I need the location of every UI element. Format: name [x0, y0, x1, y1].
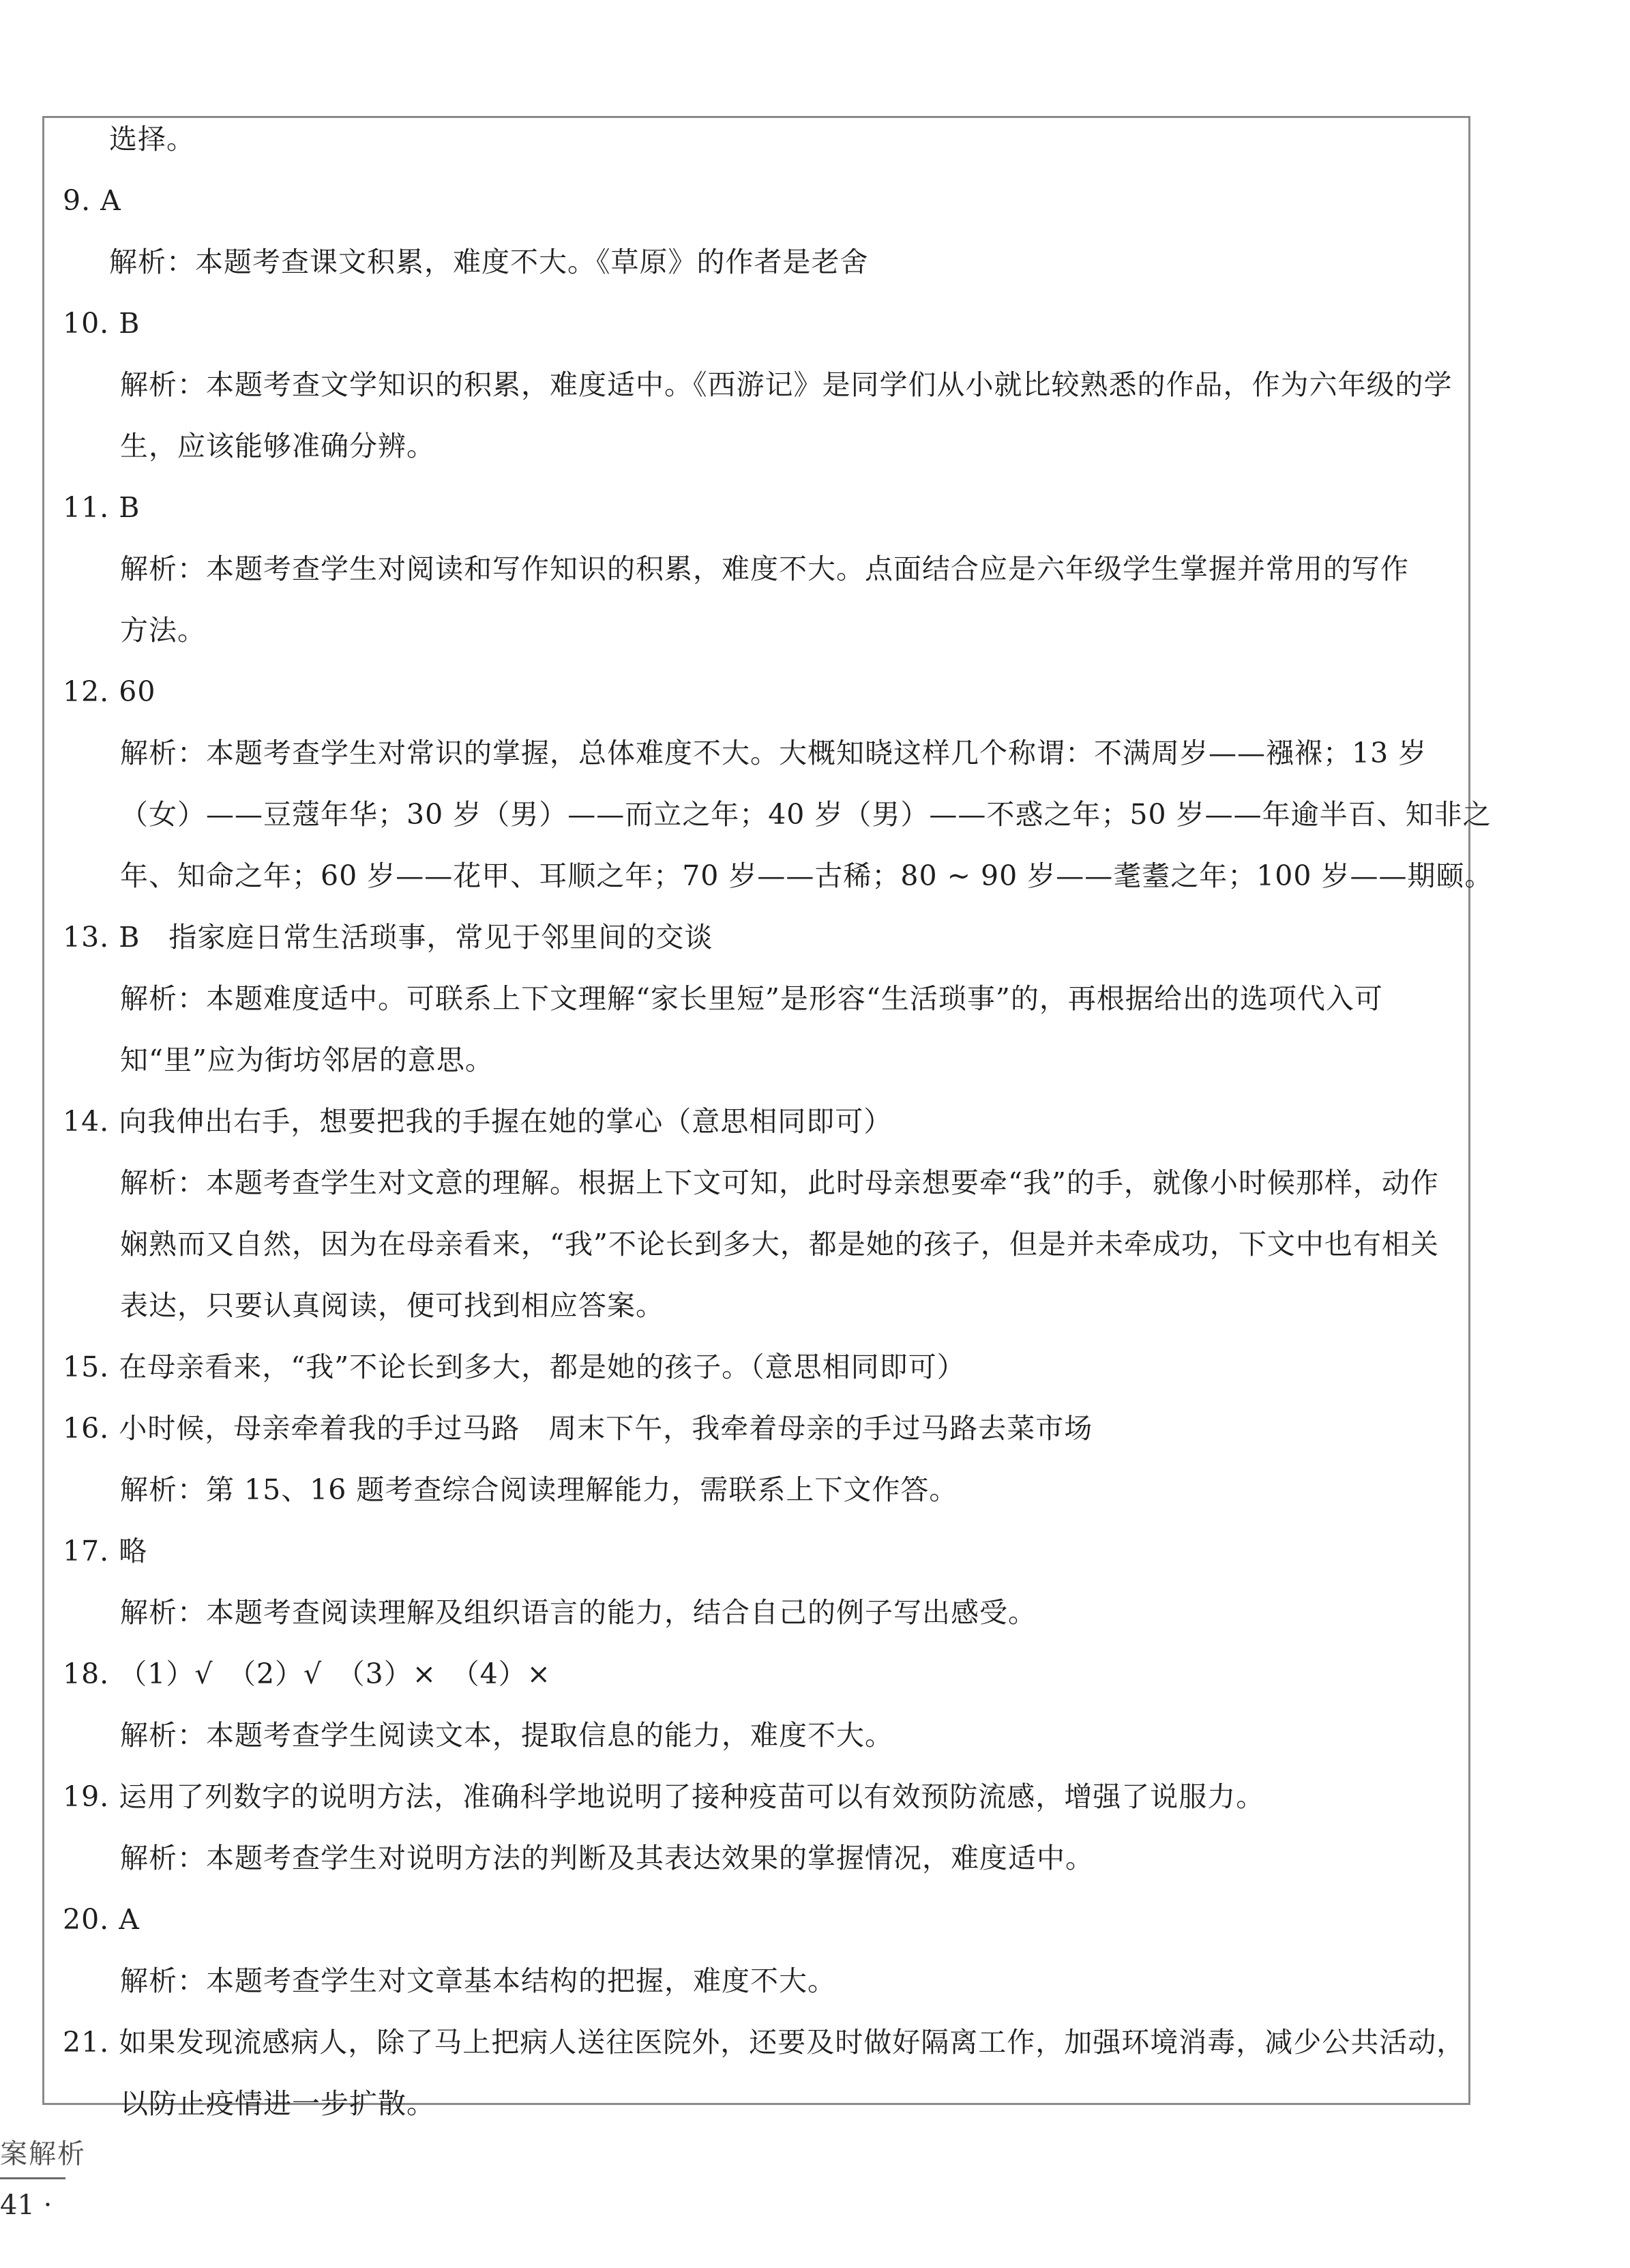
footer-label: 案解析: [0, 2138, 86, 2170]
analysis-line: 解析：本题考查课文积累，难度不大。《草原》的作者是老舍: [109, 246, 869, 278]
text-line: 选择。: [109, 123, 195, 156]
answer-number: 11. B: [63, 491, 140, 524]
analysis-line: 解析：本题考查学生对文意的理解。根据上下文可知，此时母亲想要牵“我”的手，就像小时候那样，动作: [120, 1166, 1439, 1199]
analysis-line: 表达，只要认真阅读，便可找到相应答案。: [120, 1289, 664, 1322]
page-number: 41 ·: [0, 2190, 53, 2221]
analysis-line: 以防止疫情进一步扩散。: [120, 2087, 435, 2120]
analysis-line: 解析：本题考查学生对文章基本结构的把握，难度不大。: [120, 1964, 836, 1997]
answer-number: 18. （1）√ （2）√ （3）× （4）×: [63, 1658, 552, 1690]
analysis-line: 解析：本题考查阅读理解及组织语言的能力，结合自己的例子写出感受。: [120, 1596, 1037, 1629]
answer-number: 15. 在母亲看来，“我”不论长到多大，都是她的孩子。（意思相同即可）: [63, 1351, 966, 1383]
analysis-line: 解析：本题考查学生对说明方法的判断及其表达效果的掌握情况，难度适中。: [120, 1842, 1094, 1874]
analysis-line: 解析：本题考查学生阅读文本，提取信息的能力，难度不大。: [120, 1719, 893, 1752]
analysis-line: 解析：本题难度适中。可联系上下文理解“家长里短”是形容“生活琐事”的，再根据给出的选项代入可: [120, 982, 1383, 1015]
analysis-line: 解析：本题考查学生对阅读和写作知识的积累，难度不大。点面结合应是六年级学生掌握并常用的写作: [120, 553, 1409, 585]
answer-number: 17. 略: [63, 1535, 148, 1567]
analysis-line: （女）——豆蔻年华；30 岁（男）——而立之年；40 岁（男）——不惑之年；50 岁——年逾半百、知非之: [120, 798, 1492, 831]
answer-number: 9. A: [63, 184, 121, 217]
answer-number: 21. 如果发现流感病人，除了马上把病人送往医院外，还要及时做好隔离工作，加强环境消毒，减少公共活动，: [63, 2026, 1466, 2059]
analysis-line: 解析：本题考查学生对常识的掌握，总体难度不大。大概知晓这样几个称谓：不满周岁——襁褓；13 岁: [120, 737, 1427, 769]
answer-number: 12. 60: [63, 675, 156, 708]
analysis-line: 方法。: [120, 614, 206, 647]
answer-number: 20. A: [63, 1903, 140, 1936]
analysis-line: 解析：第 15、16 题考查综合阅读理解能力，需联系上下文作答。: [120, 1473, 958, 1506]
answer-number: 14. 向我伸出右手，想要把我的手握在她的掌心（意思相同即可）: [63, 1105, 893, 1138]
analysis-line: 解析：本题考查文学知识的积累，难度适中。《西游记》是同学们从小就比较熟悉的作品，作为六年级的学: [120, 368, 1453, 401]
footer-divider: [0, 2177, 65, 2179]
answer-number: 16. 小时候，母亲牵着我的手过马路 周末下午，我牵着母亲的手过马路去菜市场: [63, 1412, 1093, 1445]
analysis-line: 年、知命之年；60 岁——花甲、耳顺之年；70 岁——古稀；80 ~ 90 岁——耄耋之年；100 岁——期颐。: [120, 859, 1494, 892]
answer-number: 19. 运用了列数字的说明方法，准确科学地说明了接种疫苗可以有效预防流感，增强了说服力。: [63, 1780, 1265, 1813]
analysis-line: 娴熟而又自然，因为在母亲看来，“我”不论长到多大，都是她的孩子，但是并未牵成功，下文中也有相关: [120, 1228, 1439, 1261]
analysis-line: 知“里”应为街坊邻居的意思。: [120, 1044, 494, 1076]
answer-number: 13. B 指家庭日常生活琐事，常见于邻里间的交谈: [63, 921, 713, 954]
analysis-line: 生，应该能够准确分辨。: [120, 430, 435, 462]
answer-number: 10. B: [63, 307, 140, 340]
